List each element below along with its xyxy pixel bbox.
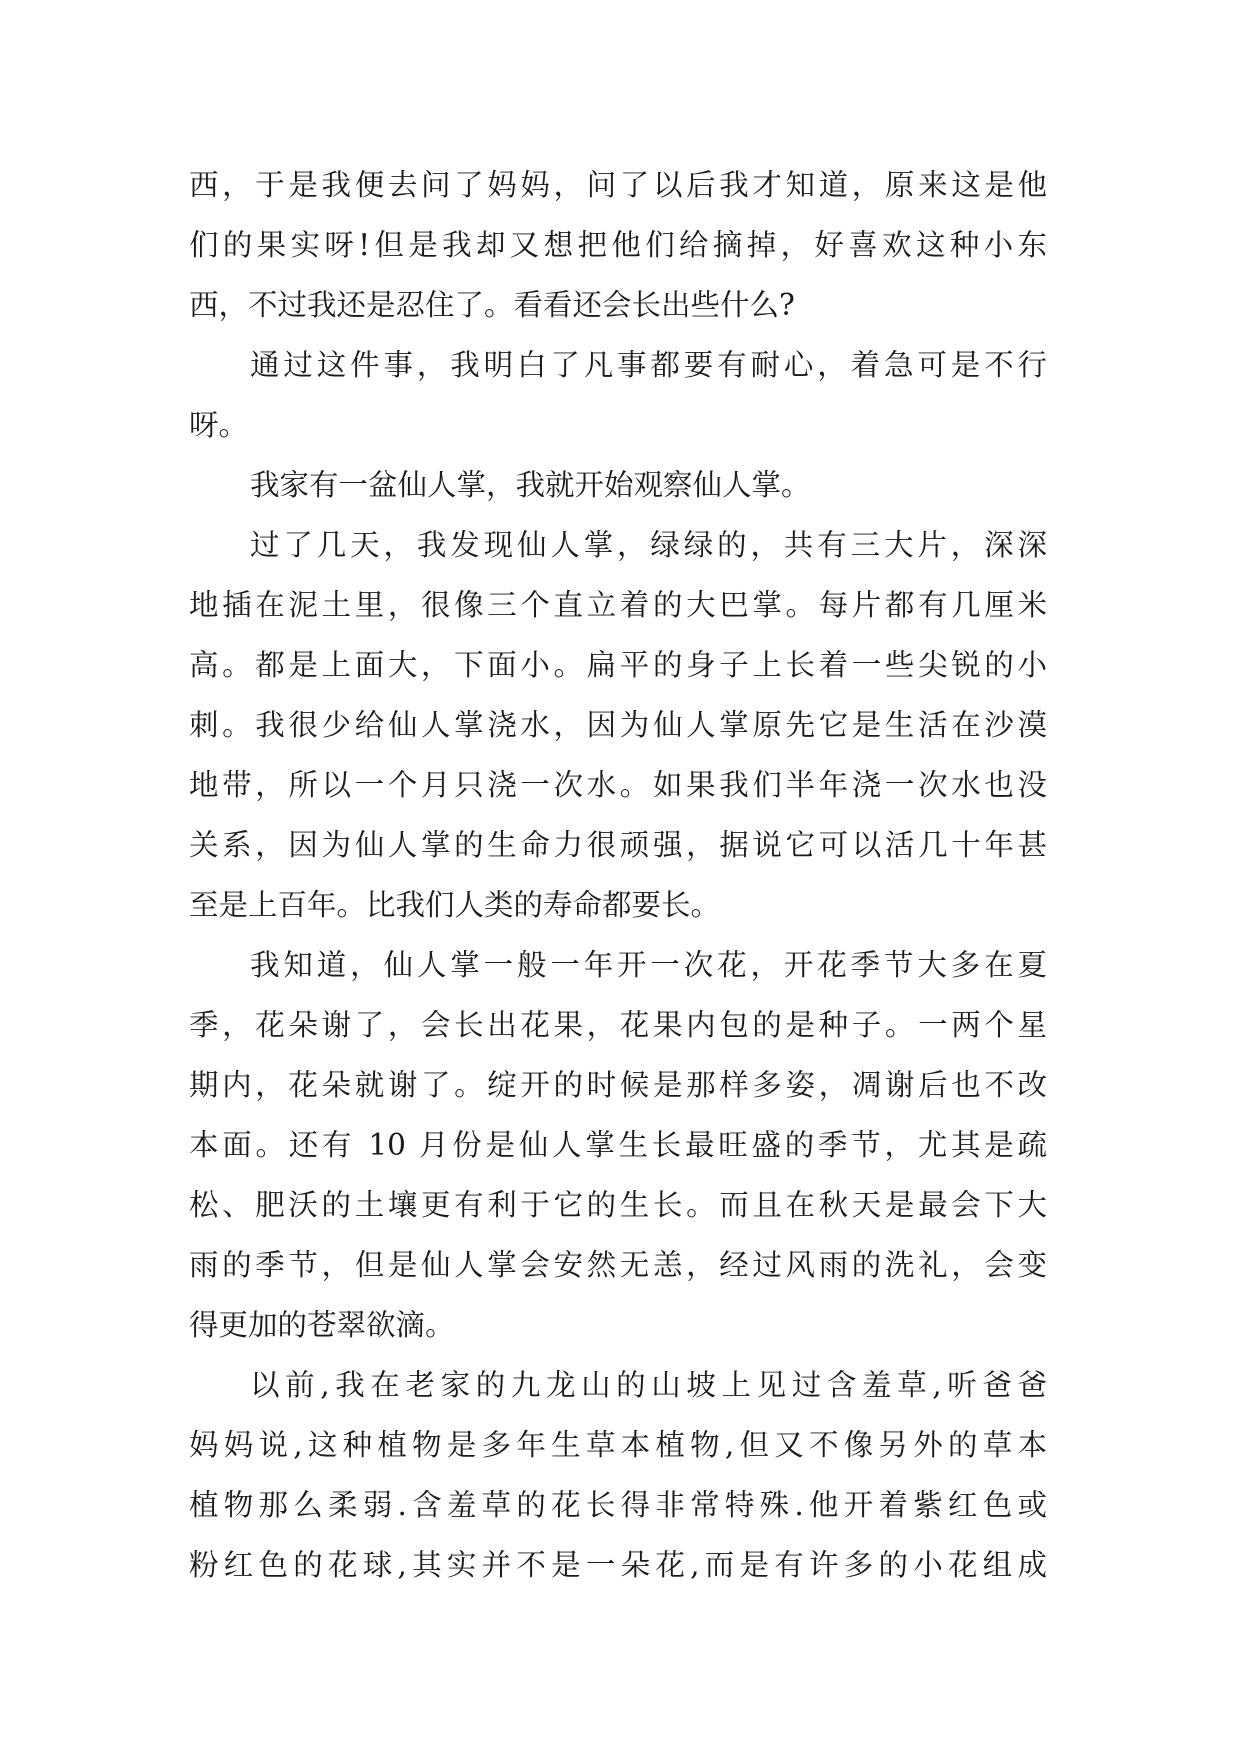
text-line: 季，花朵谢了，会长出花果，花果内包的是种子。一两个星 xyxy=(189,1008,1047,1042)
text-line: 植物那么柔弱.含羞草的花长得非常特殊.他开着紫红色或 xyxy=(189,1488,1047,1522)
text-line: 雨的季节，但是仙人掌会安然无恙，经过风雨的洗礼，会变 xyxy=(189,1248,1047,1282)
text-line: 地插在泥土里，很像三个直立着的大巴掌。每片都有几厘米 xyxy=(189,588,1047,622)
text-line: 地带，所以一个月只浇一次水。如果我们半年浇一次水也没 xyxy=(189,768,1047,802)
text-line: 期内，花朵就谢了。绽开的时候是那样多姿，凋谢后也不改 xyxy=(189,1068,1047,1102)
text-line: 松、肥沃的土壤更有利于它的生长。而且在秋天是最会下大 xyxy=(189,1188,1047,1222)
text-line: 们的果实呀!但是我却又想把他们给摘掉，好喜欢这种小东 xyxy=(189,228,1047,262)
text-line: 妈妈说,这种植物是多年生草本植物,但又不像另外的草本 xyxy=(189,1428,1047,1462)
paragraph-first-line: 通过这件事，我明白了凡事都要有耐心，着急可是不行 xyxy=(250,348,1047,382)
text-line: 得更加的苍翠欲滴。 xyxy=(189,1308,455,1342)
paragraph-first-line: 我知道，仙人掌一般一年开一次花，开花季节大多在夏 xyxy=(250,948,1047,982)
text-line: 呀。 xyxy=(189,408,249,442)
text-line: 至是上百年。比我们人类的寿命都要长。 xyxy=(189,888,721,922)
text-line: 西，不过我还是忍住了。看看还会长出些什么? xyxy=(189,288,795,322)
text-line: 本面。还有 10 月份是仙人掌生长最旺盛的季节，尤其是疏 xyxy=(189,1128,1047,1162)
paragraph-first-line: 我家有一盆仙人掌，我就开始观察仙人掌。 xyxy=(250,468,811,502)
text-line: 高。都是上面大，下面小。扁平的身子上长着一些尖锐的小 xyxy=(189,648,1047,682)
text-line: 刺。我很少给仙人掌浇水，因为仙人掌原先它是生活在沙漠 xyxy=(189,708,1047,742)
paragraph-first-line: 以前,我在老家的九龙山的山坡上见过含羞草,听爸爸 xyxy=(250,1368,1047,1402)
text-line: 粉红色的花球,其实并不是一朵花,而是有许多的小花组成 xyxy=(189,1548,1047,1582)
paragraph-first-line: 过了几天，我发现仙人掌，绿绿的，共有三大片，深深 xyxy=(250,528,1047,562)
text-line: 西，于是我便去问了妈妈，问了以后我才知道，原来这是他 xyxy=(189,168,1047,202)
text-line: 关系，因为仙人掌的生命力很顽强，据说它可以活几十年甚 xyxy=(189,828,1047,862)
